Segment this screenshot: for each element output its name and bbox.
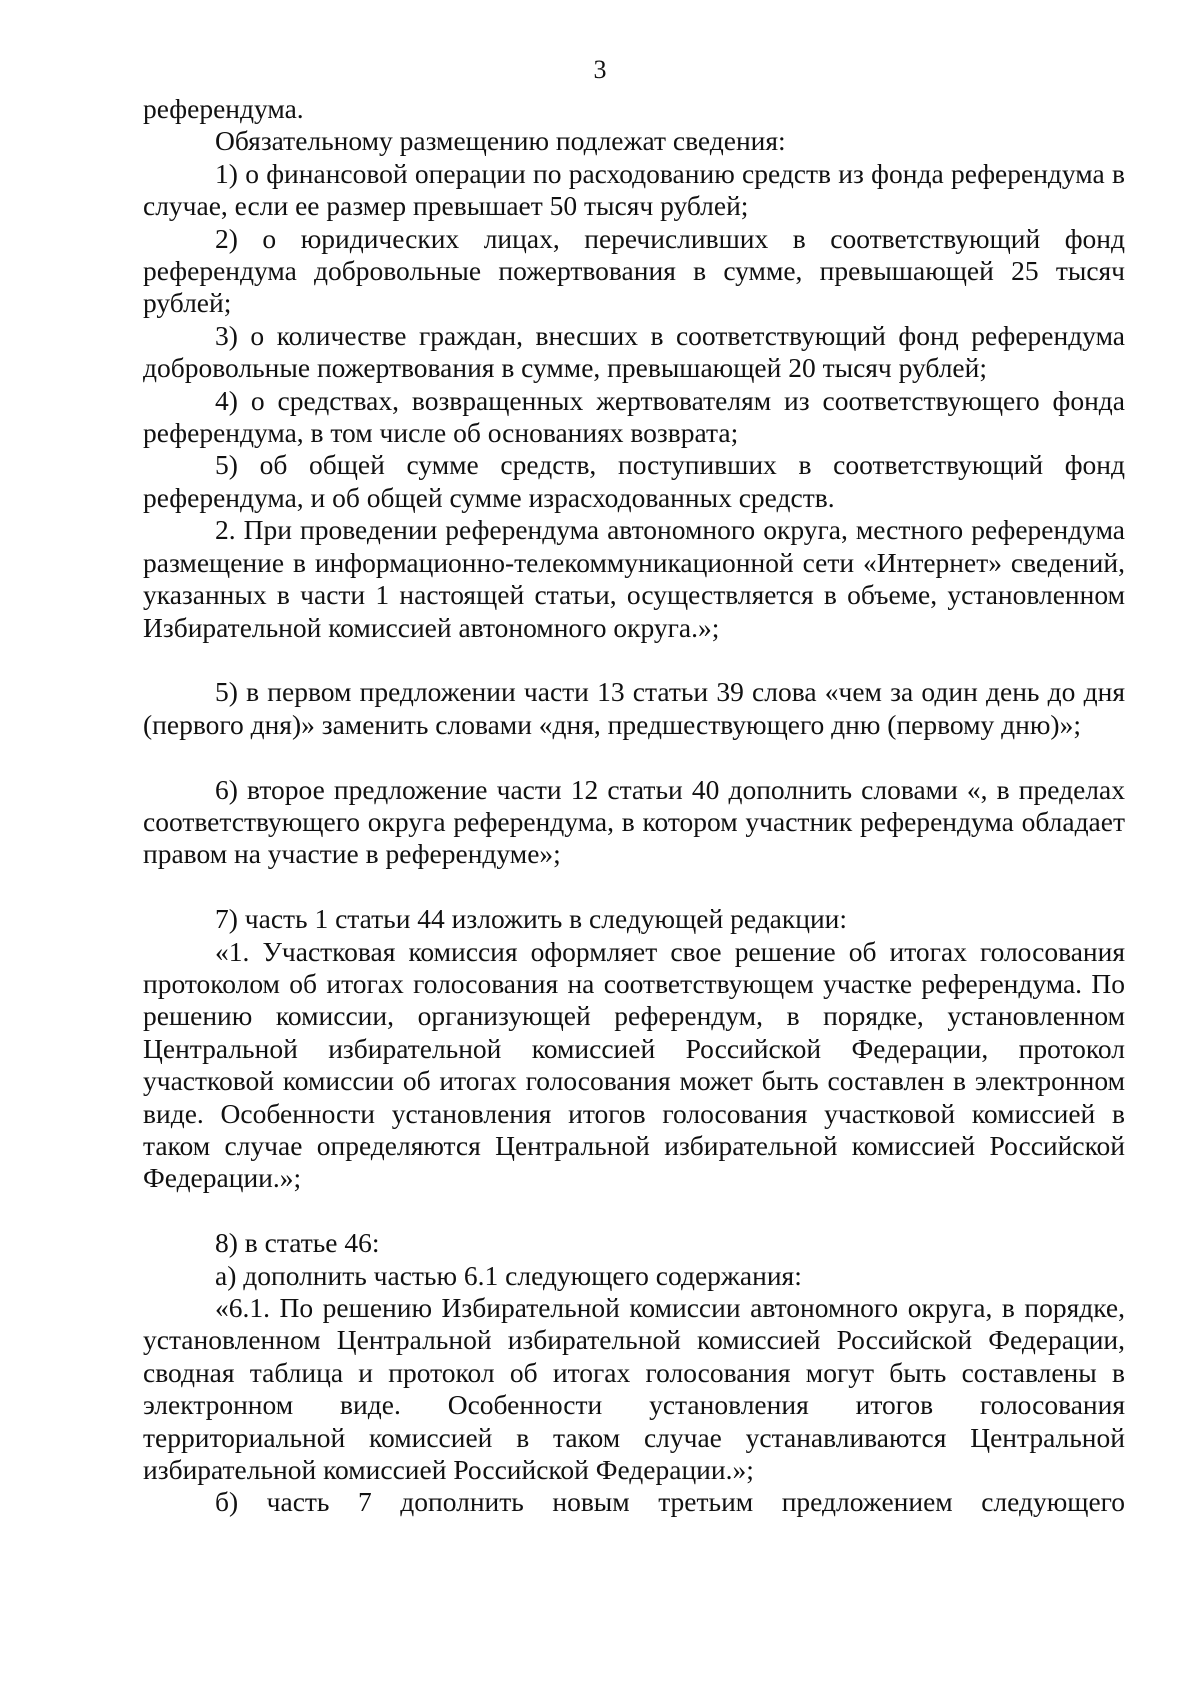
paragraph-amendment-8b: б) часть 7 дополнить новым третьим предложением следующего [215, 1486, 1125, 1518]
paragraph-amendment-5: 5) в первом предложении части 13 статьи 39 слова «чем за один день до дня (первого дня)» заменить словами «дня, предшествующего дню (первому дню)»; [143, 676, 1125, 740]
paragraph-item-2: 2) о юридических лицах, перечисливших в соответствующий фонд референдума добровольные пожертвования в сумме, превышающей 25 тысяч рублей; [143, 222, 1125, 319]
paragraph-amendment-8: 8) в статье 46: [215, 1227, 380, 1259]
paragraph-amendment-8a: а) дополнить частью 6.1 следующего содержания: [215, 1259, 802, 1291]
paragraph-continuation: референдума. [143, 93, 304, 124]
paragraph-amendment-6: 6) второе предложение части 12 статьи 40 дополнить словами «, в пределах соответствующего округа референдума, в котором участник референдума обладает правом на участие в референдуме»; [143, 773, 1125, 870]
paragraph-item-3: 3) о количестве граждан, внесших в соответствующий фонд референдума добровольные пожертвования в сумме, превышающей 20 тысяч рублей; [143, 319, 1125, 384]
paragraph-item-1: 1) о финансовой операции по расходованию средств из фонда референдума в случае, если ее размер превышает 50 тысяч рублей; [143, 157, 1125, 222]
paragraph-amendment-8a-text: «6.1. По решению Избирательной комиссии автономного округа, в порядке, установленном Центральной избирательной комиссией Российской Федерации, сводная таблица и протокол об итогах голосования могут быть составлены в электронном виде. Особенности установления итогов голосования территориальной комиссией в таком случае устанавливаются Центральной избирательной комиссией Российской Федерации.»; [143, 1291, 1125, 1485]
paragraph-item-5: 5) об общей сумме средств, поступивших в соответствующий фонд референдума, и об общей сумме израсходованных средств. [143, 449, 1125, 513]
paragraph-amendment-7-text: «1. Участковая комиссия оформляет свое решение об итогах голосования протоколом об итогах голосования на соответствующем участке референдума. По решению комиссии, организующей референдум, в порядке, установленном Центральной избирательной комиссией Российской Федерации, протокол участковой комиссии об итогах голосования может быть составлен в электронном виде. Особенности установления итогов голосования участковой комиссией в таком случае определяются Центральной избирательной комиссией Российской Федерации.»; [143, 935, 1125, 1194]
paragraph-part-2: 2. При проведении референдума автономного округа, местного референдума размещение в информационно-телекоммуникационной сети «Интернет» сведений, указанных в части 1 настоящей статьи, осуществляется в объеме, установленном Избирательной комиссией автономного округа.»; [143, 514, 1125, 643]
paragraph-amendment-7: 7) часть 1 статьи 44 изложить в следующей редакции: [215, 903, 848, 935]
page-number: 3 [593, 55, 607, 84]
paragraph-item-4: 4) о средствах, возвращенных жертвователям из соответствующего фонда референдума, в том числе об основаниях возврата; [143, 384, 1125, 449]
paragraph-intro: Обязательному размещению подлежат сведения: [215, 125, 786, 157]
document-body [143, 93, 1125, 1519]
